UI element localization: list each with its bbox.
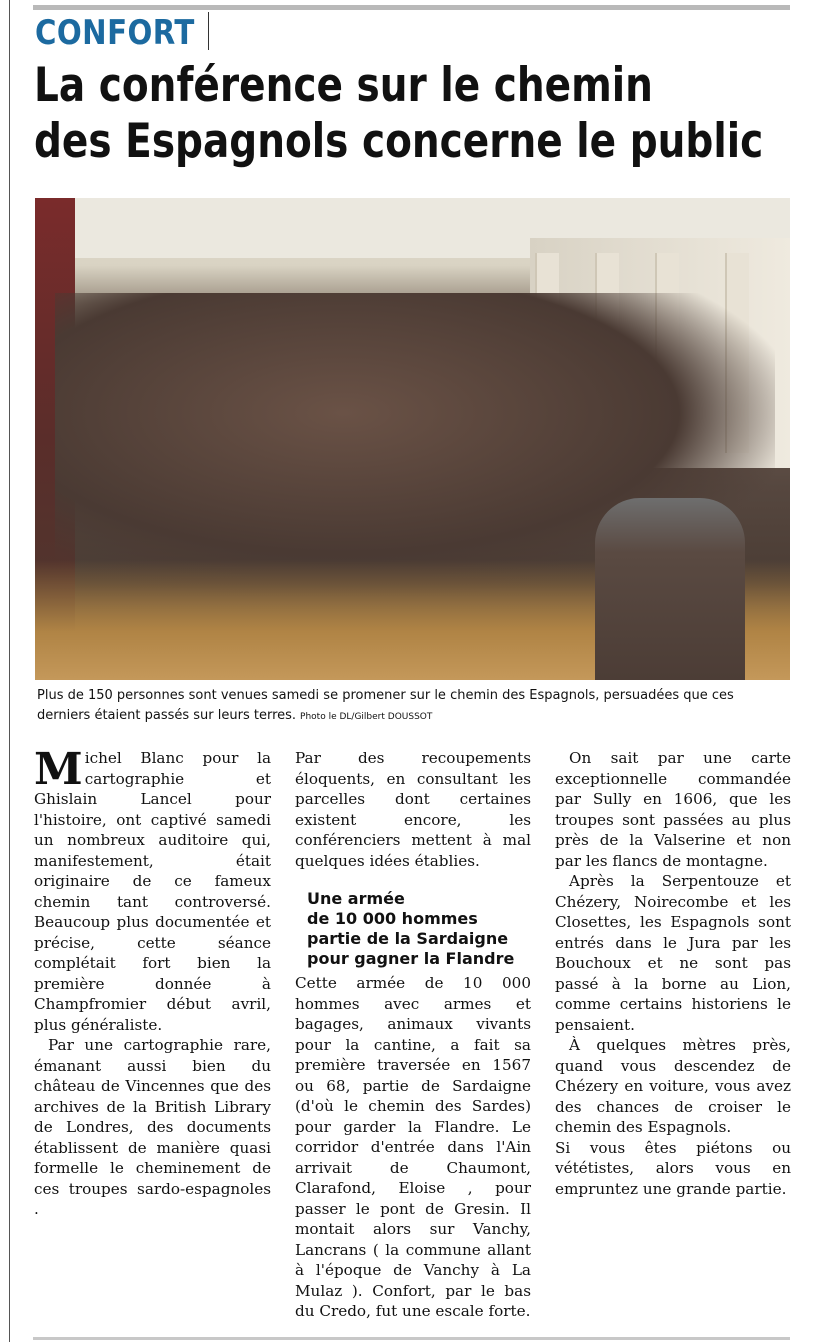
article-paragraph-7: À quelques mètres près, quand vous descendez de Chézery en voiture, vous avez des chances de croiser le chemin des Espagnols.	[555, 1036, 791, 1136]
intertitle-line-2: de 10 000 hommes	[307, 909, 478, 928]
headline-line-2: des Espagnols concerne le public	[34, 114, 764, 169]
paragraph-1-text: ichel Blanc pour la cartographie et Ghislain Lancel pour l'histoire, ont captivé samedi un nombreux auditoire qui, manifestement, était originaire de ce fameux chemin tant controversé. Beaucoup plus documentée et précise, cette séance complétait fort bien la première donnée à Champfromier début avril, plus généraliste.	[34, 749, 271, 1034]
intertitle-line-4: pour gagner la Flandre	[307, 949, 515, 968]
article-column-2	[295, 748, 531, 1322]
caption-line-2-text: derniers étaient passés sur leurs terres.	[37, 708, 297, 723]
article-paragraph-2: Par une cartographie rare, émanant aussi bien du château de Vincennes que des archives de la British Library de Londres, des documents établissent de manière quasi formelle le cheminement de ces troupes sardo-espagnoles .	[34, 1036, 271, 1218]
bottom-rule	[33, 1337, 790, 1340]
section-rubric: CONFORT	[35, 13, 195, 53]
article-column-1	[34, 744, 271, 1220]
intertitle-line-1: Une armée	[307, 889, 405, 908]
headline-line-1: La conférence sur le chemin	[34, 58, 653, 113]
article-intertitle	[307, 889, 531, 969]
top-rule	[33, 5, 790, 10]
article-paragraph-8: Si vous êtes piétons ou vététistes, alors vous en empruntez une grande partie.	[555, 1138, 791, 1198]
photo-speaker	[595, 498, 745, 680]
article-paragraph-1	[34, 744, 271, 1035]
caption-line-2	[37, 706, 797, 727]
article-column-3	[555, 748, 791, 1199]
article-paragraph-3: Par des recoupements éloquents, en consultant les parcelles dont certaines existent encore, les conférenciers mettent à mal quelques idées établies.	[295, 749, 531, 870]
conference-photo	[35, 198, 790, 680]
photo-credit: Photo le DL/Gilbert DOUSSOT	[300, 712, 433, 722]
photo-caption	[37, 686, 797, 727]
rubric-separator	[208, 12, 209, 50]
intertitle-line-3: partie de la Sardaigne	[307, 929, 509, 948]
article-paragraph-6: Après la Serpentouze et Chézery, Noirecombe et les Closettes, les Espagnols sont entrés dans le Jura par les Bouchoux et ne sont pas passé à la borne au Lion, comme certains historiens le pensaient.	[555, 872, 791, 1034]
caption-line-1: Plus de 150 personnes sont venues samedi se promener sur le chemin des Espagnols, persuadées que ces	[37, 688, 734, 703]
article-paragraph-4: Cette armée de 10 000 hommes avec armes et bagages, animaux vivants pour la cantine, a fait sa première traversée en 1567 ou 68, partie de Sardaigne (d'où le chemin des Sardes) pour garder la Flandre. Le corridor d'entrée dans l'Ain arrivait de Chaumont, Clarafond, Eloise , pour passer le pont de Gresin. Il montait alors sur Vanchy, Lancrans ( la commune allant à l'époque de Vanchy à La Mulaz ). Confort, par le bas du Credo, fut une escale forte.	[295, 974, 531, 1320]
drop-cap: M	[34, 744, 83, 795]
page-left-rule	[9, 0, 10, 1342]
article-paragraph-5: On sait par une carte exceptionnelle commandée par Sully en 1606, que les troupes sont passées au plus près de la Valserine et non par les flancs de montagne.	[555, 749, 791, 870]
article-headline	[34, 58, 764, 170]
